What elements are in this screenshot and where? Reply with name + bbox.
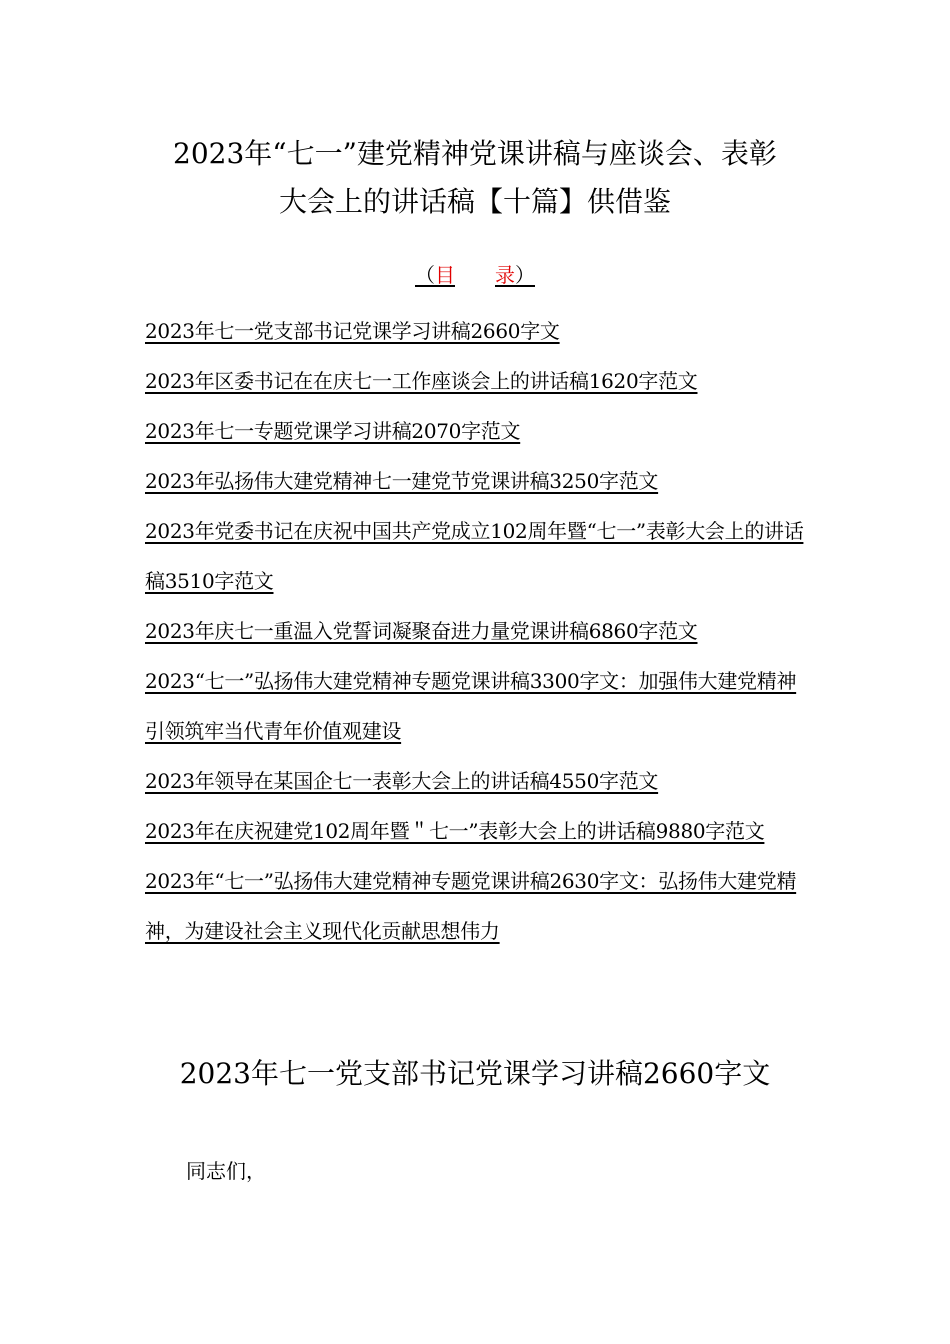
toc-link[interactable]: 2023年七一党支部书记党课学习讲稿2660字文 [145,319,560,343]
toc-heading [0,260,950,290]
toc-label-lu: 录 [495,263,515,287]
toc-open-paren: （ [415,263,435,287]
toc-link[interactable]: 2023年领导在某国企七一表彰大会上的讲话稿4550字范文 [145,769,659,793]
toc-link[interactable]: 2023年党委书记在庆祝中国共产党成立102周年暨“七一”表彰大会上的讲话稿3510字范文 [145,519,804,593]
toc-link[interactable]: 2023年区委书记在在庆七一工作座谈会上的讲话稿1620字范文 [145,369,698,393]
toc-link[interactable]: 2023年庆七一重温入党誓词凝聚奋进力量党课讲稿6860字范文 [145,619,698,643]
toc-link[interactable]: 2023年弘扬伟大建党精神七一建党节党课讲稿3250字范文 [145,469,659,493]
toc-link[interactable]: 2023年在庆祝建党102周年暨＂七一”表彰大会上的讲话稿9880字范文 [145,819,765,843]
toc-list [145,306,810,956]
section-title: 2023年七一党支部书记党课学习讲稿2660字文 [179,1057,771,1090]
toc-close-paren: ） [515,263,535,287]
salutation-text: 同志们， [186,1159,266,1183]
toc-link[interactable]: 2023年七一专题党课学习讲稿2070字范文 [145,419,521,443]
toc-heading-wrap [415,263,535,287]
document-title [130,130,820,226]
toc-link[interactable]: 2023年“七一”弘扬伟大建党精神专题党课讲稿2630字文：弘扬伟大建党精神，为建设社会主义现代化贡献思想伟力 [145,869,797,943]
toc-label-mu: 目 [435,263,455,287]
document-title-line-1: 2023年“七一”建党精神党课讲稿与座谈会、表彰 [173,137,777,170]
document-title-line-2: 大会上的讲话稿【十篇】供借鉴 [278,185,671,218]
toc-link[interactable]: 2023“七一”弘扬伟大建党精神专题党课讲稿3300字文：加强伟大建党精神引领筑牢当代青年价值观建设 [145,669,797,743]
